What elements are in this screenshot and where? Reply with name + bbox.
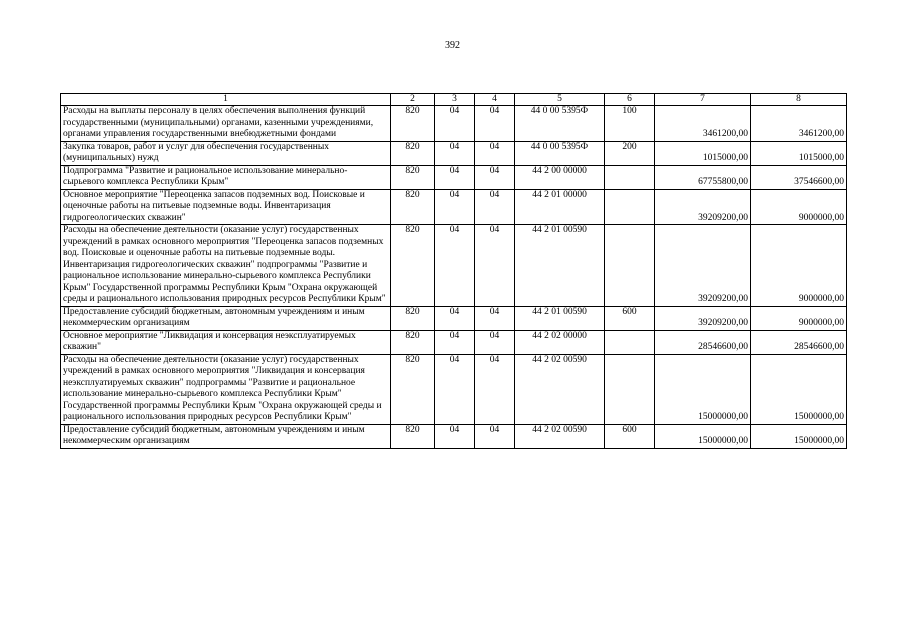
row-section-code: 04 [435, 424, 475, 448]
row-section-code: 04 [435, 306, 475, 330]
row-amount-year-2: 1015000,00 [751, 141, 847, 165]
row-grbs-code: 820 [391, 330, 435, 354]
row-grbs-code: 820 [391, 141, 435, 165]
row-grbs-code: 820 [391, 165, 435, 189]
row-target-article-code: 44 2 01 00000 [515, 189, 605, 225]
row-subsection-code: 04 [475, 189, 515, 225]
row-amount-year-1: 1015000,00 [655, 141, 751, 165]
row-amount-year-1: 28546600,00 [655, 330, 751, 354]
row-amount-year-2: 15000000,00 [751, 354, 847, 424]
row-subsection-code: 04 [475, 165, 515, 189]
row-amount-year-2: 15000000,00 [751, 424, 847, 448]
row-grbs-code: 820 [391, 354, 435, 424]
row-section-code: 04 [435, 141, 475, 165]
row-grbs-code: 820 [391, 225, 435, 307]
row-amount-year-2: 9000000,00 [751, 225, 847, 307]
table-row [61, 424, 847, 448]
row-subsection-code: 04 [475, 106, 515, 142]
row-amount-year-1: 3461200,00 [655, 106, 751, 142]
table-row [61, 165, 847, 189]
row-expense-type-code [605, 189, 655, 225]
page-number: 392 [445, 40, 460, 51]
table-row [61, 306, 847, 330]
row-grbs-code: 820 [391, 106, 435, 142]
row-amount-year-1: 39209200,00 [655, 189, 751, 225]
row-description: Расходы на обеспечение деятельности (оказание услуг) государственных учреждений в рамках основного мероприятия "Ликвидация и консервация неэксплуатируемых скважин" подпрограммы "Развитие и рациональное использование минерально-сырьевого комплекса Республики Крым" Государственной программы Республики Крым "Охрана окружающей среды и рационального использования природных ресурсов Республики Крым" [61, 354, 391, 424]
row-target-article-code: 44 2 02 00000 [515, 330, 605, 354]
row-section-code: 04 [435, 330, 475, 354]
row-subsection-code: 04 [475, 141, 515, 165]
row-amount-year-2: 37546600,00 [751, 165, 847, 189]
row-expense-type-code [605, 330, 655, 354]
row-expense-type-code: 600 [605, 424, 655, 448]
row-expense-type-code: 600 [605, 306, 655, 330]
budget-table [60, 93, 847, 449]
row-amount-year-2: 28546600,00 [751, 330, 847, 354]
row-description: Основное мероприятие "Переоценка запасов подземных вод. Поисковые и оценочные работы на питьевые подземные воды. Инвентаризация гидрогеологических скважин" [61, 189, 391, 225]
column-header: 2 [391, 94, 435, 106]
row-target-article-code: 44 2 02 00590 [515, 424, 605, 448]
row-target-article-code: 44 2 02 00590 [515, 354, 605, 424]
row-section-code: 04 [435, 354, 475, 424]
row-subsection-code: 04 [475, 225, 515, 307]
row-amount-year-1: 15000000,00 [655, 424, 751, 448]
row-target-article-code: 44 2 00 00000 [515, 165, 605, 189]
row-expense-type-code: 200 [605, 141, 655, 165]
row-amount-year-2: 9000000,00 [751, 306, 847, 330]
row-target-article-code: 44 0 00 5395Ф [515, 141, 605, 165]
row-expense-type-code [605, 165, 655, 189]
row-section-code: 04 [435, 189, 475, 225]
row-expense-type-code [605, 225, 655, 307]
column-header: 8 [751, 94, 847, 106]
row-target-article-code: 44 2 01 00590 [515, 225, 605, 307]
row-subsection-code: 04 [475, 354, 515, 424]
row-section-code: 04 [435, 106, 475, 142]
column-header: 5 [515, 94, 605, 106]
table-row [61, 330, 847, 354]
column-header: 6 [605, 94, 655, 106]
table-row [61, 354, 847, 424]
row-description: Основное мероприятие "Ликвидация и консервация неэксплуатируемых скважин" [61, 330, 391, 354]
row-amount-year-1: 15000000,00 [655, 354, 751, 424]
table-row [61, 225, 847, 307]
row-grbs-code: 820 [391, 189, 435, 225]
row-description: Предоставление субсидий бюджетным, автономным учреждениям и иным некоммерческим организациям [61, 424, 391, 448]
row-description: Расходы на обеспечение деятельности (оказание услуг) государственных учреждений в рамках основного мероприятия "Переоценка запасов подземных вод. Поисковые и оценочные работы на питьевые подземные воды. Инвентаризация гидрогеологических скважин" подпрограммы "Развитие и рациональное использование минерально-сырьевого комплекса Республики Крым" Государственной программы Республики Крым "Охрана окружающей среды и рационального использования природных ресурсов Республики Крым" [61, 225, 391, 307]
row-subsection-code: 04 [475, 306, 515, 330]
table-header-row [61, 94, 847, 106]
row-expense-type-code: 100 [605, 106, 655, 142]
table-body [61, 94, 847, 449]
table-row [61, 189, 847, 225]
table-row [61, 141, 847, 165]
row-description: Подпрограмма "Развитие и рациональное использование минерально-сырьевого комплекса Республики Крым" [61, 165, 391, 189]
row-grbs-code: 820 [391, 424, 435, 448]
row-expense-type-code [605, 354, 655, 424]
row-description: Закупка товаров, работ и услуг для обеспечения государственных (муниципальных) нужд [61, 141, 391, 165]
row-amount-year-1: 67755800,00 [655, 165, 751, 189]
column-header: 7 [655, 94, 751, 106]
row-amount-year-2: 9000000,00 [751, 189, 847, 225]
row-target-article-code: 44 0 00 5395Ф [515, 106, 605, 142]
row-amount-year-1: 39209200,00 [655, 225, 751, 307]
row-description: Расходы на выплаты персоналу в целях обеспечения выполнения функций государственными (муниципальными) органами, казенными учреждениями, органами управления государственными внебюджетными фондами [61, 106, 391, 142]
row-description: Предоставление субсидий бюджетным, автономным учреждениям и иным некоммерческим организациям [61, 306, 391, 330]
column-header: 4 [475, 94, 515, 106]
row-amount-year-2: 3461200,00 [751, 106, 847, 142]
row-amount-year-1: 39209200,00 [655, 306, 751, 330]
column-header: 3 [435, 94, 475, 106]
table-row [61, 106, 847, 142]
row-section-code: 04 [435, 165, 475, 189]
row-section-code: 04 [435, 225, 475, 307]
column-header: 1 [61, 94, 391, 106]
row-subsection-code: 04 [475, 330, 515, 354]
row-subsection-code: 04 [475, 424, 515, 448]
row-grbs-code: 820 [391, 306, 435, 330]
row-target-article-code: 44 2 01 00590 [515, 306, 605, 330]
